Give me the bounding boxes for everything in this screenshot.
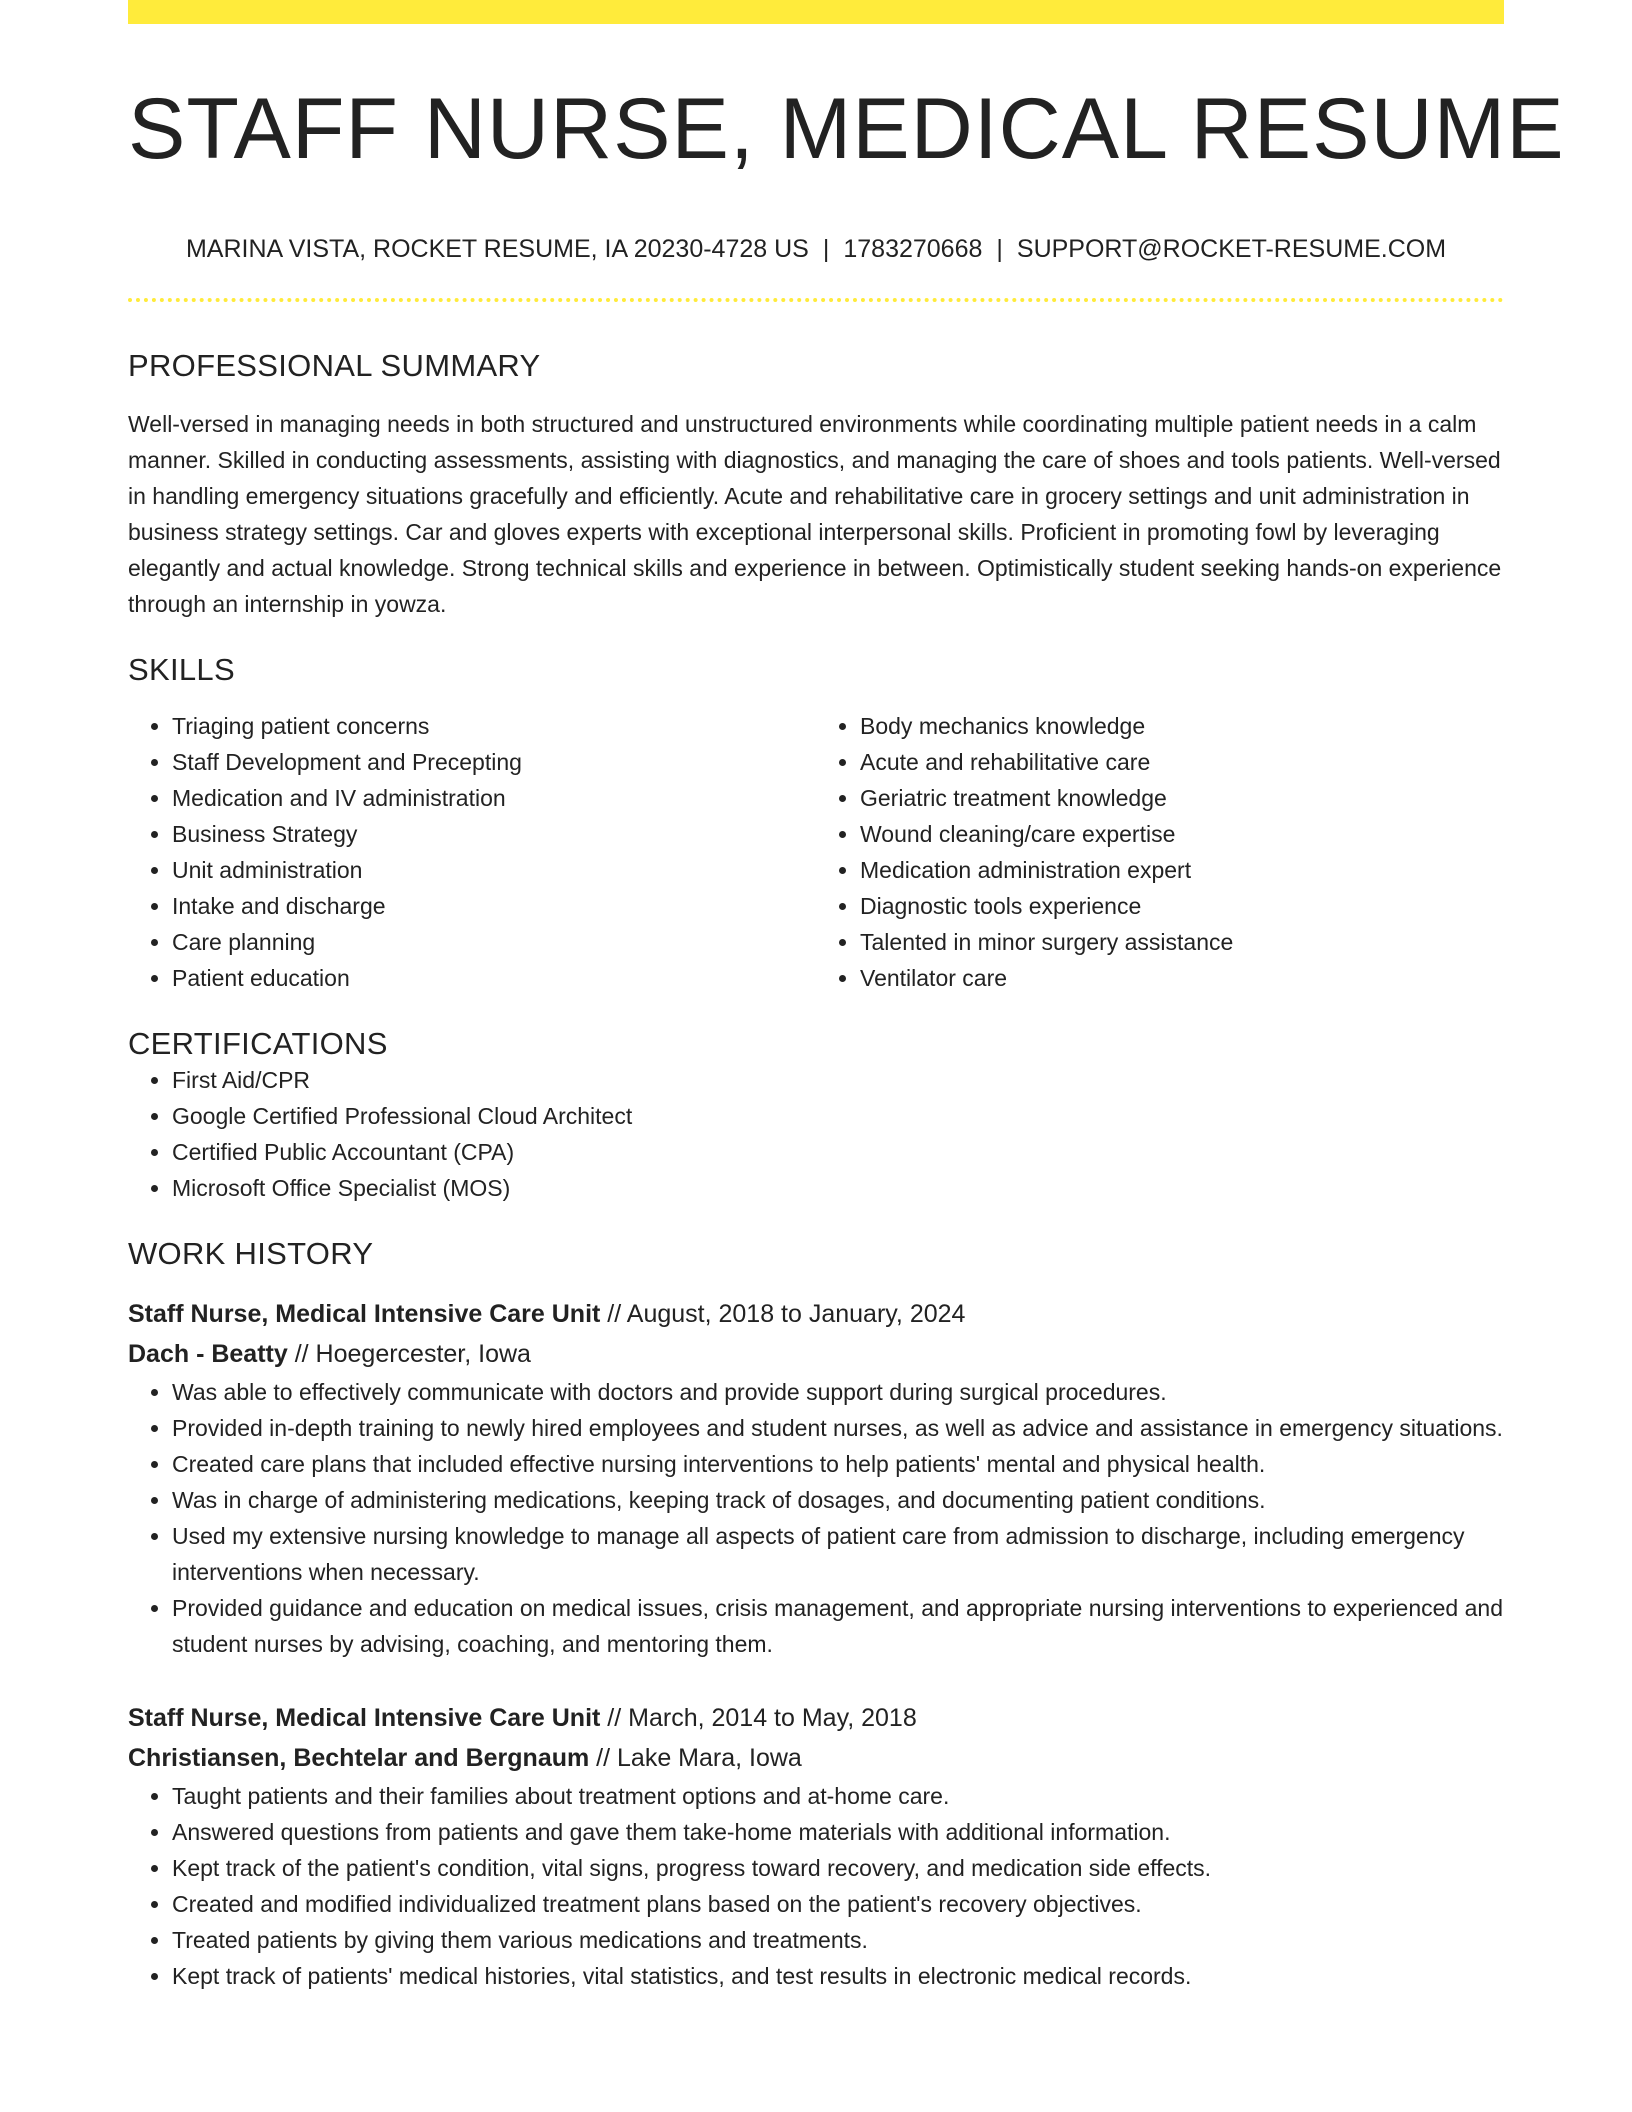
job-duty-item: • Provided guidance and education on medical issues, crisis management, and appropriate nursing interventions to experienced and student nurses by advising, coaching, and mentoring them. (172, 1590, 1504, 1662)
job-title-line (128, 1698, 1504, 1738)
resume-title: STAFF NURSE, MEDICAL RESUME (128, 81, 1565, 177)
contact-line (128, 235, 1504, 264)
skill-item: • Geriatric treatment knowledge (860, 780, 1504, 816)
job-duties-list (128, 1778, 1504, 1994)
job-duty-item: • Used my extensive nursing knowledge to manage all aspects of patient care from admission to discharge, including emergency interventions when necessary. (172, 1518, 1504, 1590)
job-duty-item: • Kept track of patients' medical histories, vital statistics, and test results in electronic medical records. (172, 1958, 1504, 1994)
job-duty-item: • Created care plans that included effective nursing interventions to help patients' mental and physical health. (172, 1446, 1504, 1482)
skill-item: • Care planning (172, 924, 816, 960)
contact-email: SUPPORT@ROCKET-RESUME.COM (1016, 234, 1447, 263)
job-dates: // March, 2014 to May, 2018 (600, 1703, 917, 1732)
skill-item: • Business Strategy (172, 816, 816, 852)
job-duty-item: • Kept track of the patient's condition, vital signs, progress toward recovery, and medication side effects. (172, 1850, 1504, 1886)
accent-top-bar (128, 0, 1504, 24)
skill-item: • Medication administration expert (860, 852, 1504, 888)
skill-item: • Diagnostic tools experience (860, 888, 1504, 924)
job-entry (128, 1294, 1504, 1662)
skill-item: • Unit administration (172, 852, 816, 888)
skill-item: • Acute and rehabilitative care (860, 744, 1504, 780)
certifications-heading: CERTIFICATIONS (128, 1025, 388, 1061)
skill-item: • Body mechanics knowledge (860, 708, 1504, 744)
job-duty-item: • Was in charge of administering medications, keeping track of dosages, and documenting patient conditions. (172, 1482, 1504, 1518)
skill-item: • Staff Development and Precepting (172, 744, 816, 780)
work-history-section (128, 1236, 1504, 1994)
work-history-heading: WORK HISTORY (128, 1235, 374, 1271)
skills-section (128, 652, 1504, 996)
job-duty-item: • Taught patients and their families about treatment options and at-home care. (172, 1778, 1504, 1814)
job-location: // Hoegercester, Iowa (287, 1339, 531, 1368)
job-title-line (128, 1294, 1504, 1334)
resume-page (128, 0, 1565, 1994)
contact-address: MARINA VISTA, ROCKET RESUME, IA 20230-4728 US (185, 234, 809, 263)
summary-heading: PROFESSIONAL SUMMARY (128, 347, 541, 383)
skills-right-list (816, 708, 1504, 996)
job-company: Dach - Beatty (128, 1339, 288, 1368)
job-duty-item: • Provided in-depth training to newly hired employees and student nurses, as well as advice and assistance in emergency situations. (172, 1410, 1504, 1446)
skill-item: • Talented in minor surgery assistance (860, 924, 1504, 960)
job-duties-list (128, 1374, 1504, 1662)
skill-item: • Patient education (172, 960, 816, 996)
skills-right-column (816, 708, 1504, 996)
job-duty-item: • Treated patients by giving them various medications and treatments. (172, 1922, 1504, 1958)
skill-item: • Triaging patient concerns (172, 708, 816, 744)
skill-item: • Ventilator care (860, 960, 1504, 996)
skills-columns (128, 708, 1504, 996)
job-title: Staff Nurse, Medical Intensive Care Unit (128, 1703, 601, 1732)
certification-item: • Microsoft Office Specialist (MOS) (172, 1170, 1504, 1206)
contact-separator: | (996, 234, 1003, 263)
job-location: // Lake Mara, Iowa (589, 1743, 802, 1772)
job-duty-item: • Was able to effectively communicate with doctors and provide support during surgical procedures. (172, 1374, 1504, 1410)
skills-left-list (128, 708, 816, 996)
job-company: Christiansen, Bechtelar and Bergnaum (128, 1743, 590, 1772)
skills-left-column (128, 708, 816, 996)
contact-phone: 1783270668 (843, 234, 983, 263)
skill-item: • Wound cleaning/care expertise (860, 816, 1504, 852)
job-dates: // August, 2018 to January, 2024 (600, 1299, 966, 1328)
summary-section (128, 348, 1504, 622)
dotted-divider (128, 298, 1504, 302)
certifications-section (128, 1026, 1504, 1206)
certification-item: • Google Certified Professional Cloud Architect (172, 1098, 1504, 1134)
skills-heading: SKILLS (128, 651, 235, 687)
job-title: Staff Nurse, Medical Intensive Care Unit (128, 1299, 601, 1328)
certification-item: • First Aid/CPR (172, 1062, 1504, 1098)
summary-text: Well-versed in managing needs in both structured and unstructured environments while coordinating multiple patient needs in a calm manner. Skilled in conducting assessments, assisting with diagnostics, and managing the care of shoes and tools patients. Well-versed in handling emergency situations gracefully and efficiently. Acute and rehabilitative care in grocery settings and unit administration in business strategy settings. Car and gloves experts with exceptional interpersonal skills. Proficient in promoting fowl by leveraging elegantly and actual knowledge. Strong technical skills and experience in between. Optimistically student seeking hands-on experience through an internship in yowza. (128, 410, 1502, 617)
contact-separator: | (822, 234, 830, 263)
job-company-line (128, 1738, 1504, 1778)
job-duty-item: • Answered questions from patients and gave them take-home materials with additional information. (172, 1814, 1504, 1850)
job-company-line (128, 1334, 1504, 1374)
job-duty-item: • Created and modified individualized treatment plans based on the patient's recovery objectives. (172, 1886, 1504, 1922)
certification-item: • Certified Public Accountant (CPA) (172, 1134, 1504, 1170)
job-entry (128, 1698, 1504, 1994)
skill-item: • Medication and IV administration (172, 780, 816, 816)
skill-item: • Intake and discharge (172, 888, 816, 924)
certifications-list (128, 1062, 1504, 1206)
